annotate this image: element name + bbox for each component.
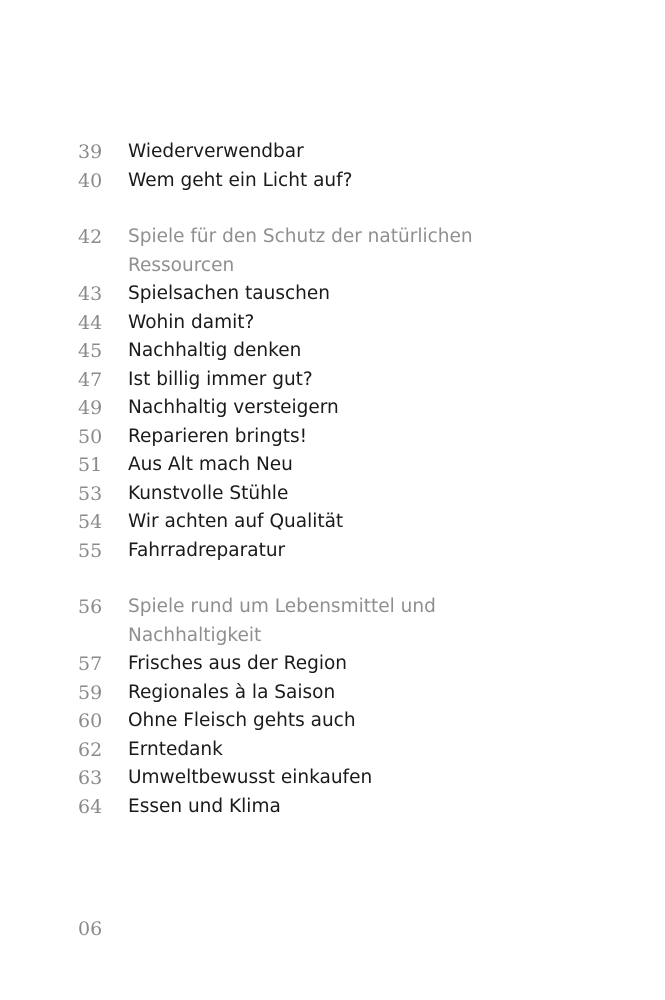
toc-entry-title: Wohin damit? bbox=[128, 311, 255, 333]
toc-section-title-line-1: Spiele rund um Lebensmittel und bbox=[128, 596, 436, 617]
toc-section-page-number: 42 bbox=[78, 226, 103, 248]
toc-section-title-line-2: Nachhaltigkeit bbox=[128, 624, 262, 646]
toc-entry-title: Nachhaltig versteigern bbox=[128, 397, 339, 418]
toc-entry bbox=[78, 679, 598, 708]
toc-page-number: 51 bbox=[78, 454, 103, 476]
toc-entry bbox=[78, 309, 598, 338]
toc-page-number: 64 bbox=[78, 795, 103, 818]
toc-entry-title: Erntedank bbox=[128, 738, 223, 760]
toc-entry bbox=[78, 793, 598, 822]
toc-page-number: 60 bbox=[78, 710, 103, 732]
toc-page-number: 49 bbox=[78, 397, 103, 419]
toc-page-number: 43 bbox=[78, 283, 103, 305]
toc-page-number: 47 bbox=[78, 368, 103, 391]
toc-entry bbox=[78, 394, 598, 423]
toc-entry bbox=[78, 138, 598, 167]
section-spacer bbox=[78, 565, 598, 593]
toc-page-number: 54 bbox=[78, 511, 103, 533]
toc-page-number: 55 bbox=[78, 539, 103, 562]
toc-entry bbox=[78, 650, 598, 679]
toc-page-number: 62 bbox=[78, 738, 103, 761]
toc-entry bbox=[78, 167, 598, 196]
toc-page-number: 63 bbox=[78, 767, 103, 789]
toc-entry bbox=[78, 764, 598, 793]
toc-section-title-line-2: Ressourcen bbox=[128, 254, 235, 276]
toc-page-number: 59 bbox=[78, 681, 103, 704]
toc-section-title-line-1: Spiele für den Schutz der natürlichen bbox=[128, 226, 473, 247]
toc-entry-title: Wem geht ein Licht auf? bbox=[128, 169, 353, 191]
toc-entry bbox=[78, 280, 598, 309]
toc-entry bbox=[78, 337, 598, 366]
toc-page-number: 53 bbox=[78, 482, 103, 505]
section-spacer bbox=[78, 195, 598, 223]
toc-page-number: 39 bbox=[78, 141, 103, 163]
toc-entry-title: Umweltbewusst einkaufen bbox=[128, 767, 373, 788]
toc-entry-title: Essen und Klima bbox=[128, 795, 281, 817]
toc-entry bbox=[78, 423, 598, 452]
toc-page-number: 44 bbox=[78, 311, 103, 334]
toc-section-heading bbox=[78, 223, 598, 280]
toc-entry bbox=[78, 508, 598, 537]
toc-entry bbox=[78, 451, 598, 480]
toc-entry bbox=[78, 736, 598, 765]
toc-entry-title: Ist billig immer gut? bbox=[128, 368, 313, 390]
toc-entry bbox=[78, 480, 598, 509]
toc-page-number: 50 bbox=[78, 425, 103, 448]
toc-entry-title: Frisches aus der Region bbox=[128, 653, 348, 674]
toc-entry bbox=[78, 537, 598, 566]
toc-entry-title: Kunstvolle Stühle bbox=[128, 482, 289, 504]
toc-entry-title: Ohne Fleisch gehts auch bbox=[128, 710, 356, 731]
toc-entry-title: Nachhaltig denken bbox=[128, 340, 302, 361]
toc-page-number: 57 bbox=[78, 653, 103, 675]
toc-entry-title: Wir achten auf Qualität bbox=[128, 511, 344, 532]
table-of-contents bbox=[78, 138, 598, 821]
page-number-footer: 06 bbox=[78, 918, 103, 940]
toc-entry-title: Aus Alt mach Neu bbox=[128, 454, 293, 475]
toc-section-page-number: 56 bbox=[78, 596, 103, 618]
toc-entry bbox=[78, 707, 598, 736]
toc-page-number: 45 bbox=[78, 340, 103, 362]
toc-entry-title: Regionales à la Saison bbox=[128, 681, 336, 703]
toc-section-heading bbox=[78, 593, 598, 650]
toc-entry-title: Wiederverwendbar bbox=[128, 141, 304, 162]
toc-entry bbox=[78, 366, 598, 395]
toc-entry-title: Reparieren bringts! bbox=[128, 425, 308, 447]
toc-page-number: 40 bbox=[78, 169, 103, 192]
toc-entry-title: Spielsachen tauschen bbox=[128, 283, 330, 304]
toc-entry-title: Fahrradreparatur bbox=[128, 539, 286, 561]
